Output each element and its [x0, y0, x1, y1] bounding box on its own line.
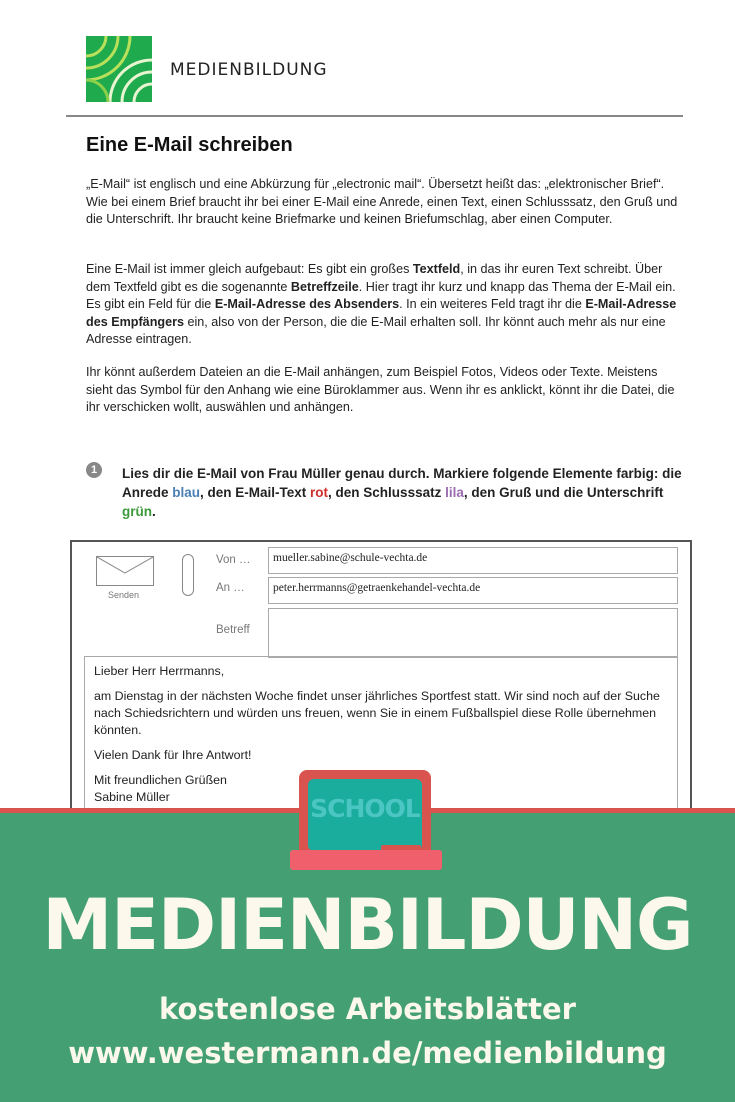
- banner-url[interactable]: www.westermann.de/medienbildung: [68, 1036, 667, 1070]
- subject-field[interactable]: [268, 608, 678, 658]
- page-title: Eine E-Mail schreiben: [86, 134, 293, 156]
- to-label: An …: [216, 582, 245, 594]
- logo-text: MEDIENBILDUNG: [170, 60, 328, 80]
- email-text: am Dienstag in der nächsten Woche findet unser jährliches Sportfest statt. Wir sind noch auf der Suche nach Schiedsrichtern und würden uns freuen, wenn Sie in einem Fußballspiel diese Rolle übernehmen könnten.: [94, 689, 660, 737]
- banner-title: MEDIENBILDUNG: [42, 884, 693, 966]
- structure-paragraph: Eine E-Mail ist immer gleich aufgebaut: Es gibt ein großes Textfeld, in das ihr euren Text schreibt. Über dem Textfeld gibt es die sogenannte Betreffzeile. Hier tragt ihr kurz und knapp das Thema der E-Mail ein. Es gibt ein Feld für die E-Mail-Adresse des Absenders. In ein weiteres Feld tragt ihr die E-Mail-Adresse des Empfängers ein, also von der Person, die die E-Mail erhalten soll. Ihr könnt auch mehr als nur eine Adresse eintragen.: [86, 262, 677, 346]
- from-label: Von …: [216, 554, 251, 566]
- attachment-paragraph: Ihr könnt außerdem Dateien an die E-Mail anhängen, zum Beispiel Fotos, Videos oder Texte. Meistens sieht das Symbol für den Anhang wie eine Büroklammer aus. Wenn ihr es anklickt, könnt ihr die Datei, die ihr verschicken wollt, auswählen und anhängen.: [86, 365, 675, 414]
- banner-subtitle: kostenlose Arbeitsblätter: [159, 992, 576, 1026]
- greeting: Lieber Herr Herrmanns,: [94, 664, 225, 678]
- subject-label: Betreff: [216, 624, 250, 636]
- send-label[interactable]: Senden: [108, 590, 140, 600]
- board-tray: [290, 850, 442, 870]
- paperclip-icon[interactable]: [182, 554, 194, 596]
- task-text: Lies dir die E-Mail von Frau Müller genau durch. Markiere folgende Elemente farbig: die Anrede blau, den E-Mail-Text rot, den Schlusssatz lila, den Gruß und die Unterschrift grün.: [122, 466, 682, 519]
- school-board-icon: SCHOOL: [299, 770, 431, 860]
- closing: Vielen Dank für Ihre Antwort!: [94, 748, 252, 762]
- signature: Sabine Müller: [94, 790, 170, 804]
- divider: [66, 115, 683, 117]
- to-field[interactable]: peter.herrmanns@getraenkehandel-vechta.de: [268, 577, 678, 604]
- from-field[interactable]: mueller.sabine@schule-vechta.de: [268, 547, 678, 574]
- medienbildung-logo: [86, 36, 152, 102]
- envelope-icon[interactable]: [96, 556, 154, 586]
- intro-paragraph: „E-Mail“ ist englisch und eine Abkürzung für „electronic mail“. Übersetzt heißt das: „elektronischer Brief“. Wie bei einem Brief braucht ihr bei einer E-Mail eine Anrede, einen Text, einen Schlusssatz, den Gruß und die Unterschrift. Ihr braucht keine Briefmarke und keinen Briefumschlag, aber einen Computer.: [86, 177, 678, 226]
- task-number: 1: [86, 462, 102, 478]
- regards: Mit freundlichen Grüßen: [94, 773, 227, 787]
